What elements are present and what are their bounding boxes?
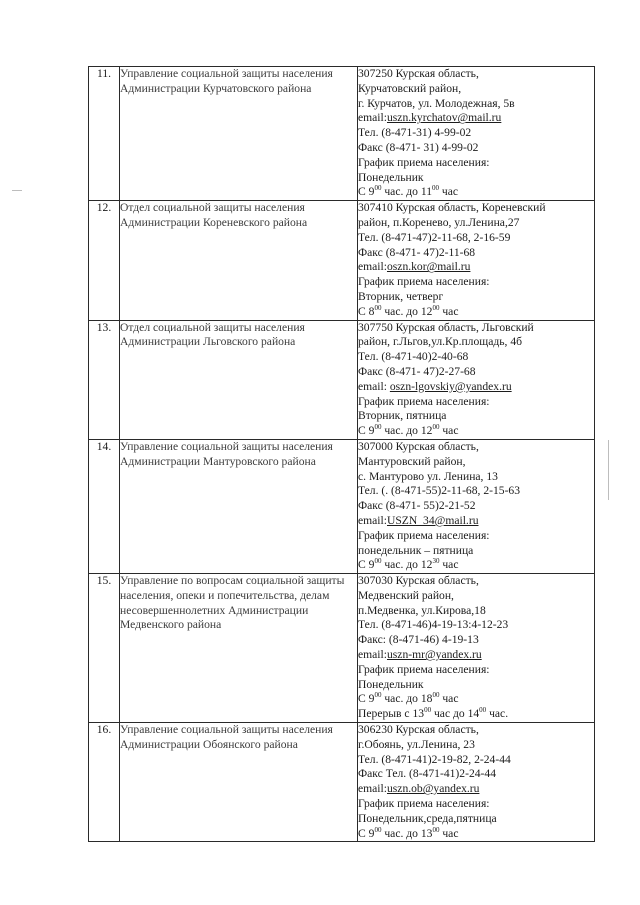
addr-line: Тел. (8-471-41)2-19-82, 2-24-44 xyxy=(358,752,511,766)
office-name: Управление социальной защиты населения Администрации Курчатовского района xyxy=(120,67,333,95)
reception-hours xyxy=(358,424,594,439)
scan-artifact-right xyxy=(608,440,609,500)
addr-line: Факс Тел. (8-471-41)2-24-44 xyxy=(358,767,496,781)
hours-part: 00 xyxy=(432,691,440,700)
office-name-cell xyxy=(120,574,358,723)
email-link[interactable]: uszn.ob@yandex.ru xyxy=(386,782,480,796)
hours-part: 00 xyxy=(374,184,382,193)
hours-part: 00 xyxy=(374,691,382,700)
hours-part: С 9 xyxy=(358,558,375,572)
table-body xyxy=(89,67,595,842)
hours-part: час. до 18 xyxy=(381,692,433,706)
hours-part: час xyxy=(439,424,459,438)
office-name: Отдел социальной защиты населения Администрации Льговского района xyxy=(120,320,305,349)
email-link[interactable]: USZN_34@mail.ru xyxy=(386,513,479,527)
sched-line: Понедельник xyxy=(358,677,424,691)
row-number-text: 12. xyxy=(96,201,112,215)
hours-part: 00 xyxy=(374,303,382,312)
email-line xyxy=(358,380,594,395)
hours-part: С 9 xyxy=(358,826,375,840)
hours-part: час. до 12 xyxy=(381,424,433,438)
reception-hours xyxy=(358,305,594,320)
address-block xyxy=(358,440,594,514)
hours-part: 00 xyxy=(432,423,440,432)
sched-line: График приема населения: xyxy=(358,275,490,289)
contact-info-cell xyxy=(358,574,595,723)
addr-line: Факс: (8-471-46) 4-19-13 xyxy=(358,633,479,647)
address-block xyxy=(358,574,594,648)
break-part: 00 xyxy=(479,706,487,715)
addr-line: Курчатовский район, xyxy=(358,81,462,95)
row-number xyxy=(89,574,120,723)
sched-line: Понедельник,среда,пятница xyxy=(358,811,497,825)
row-number xyxy=(89,723,120,842)
office-name-cell xyxy=(120,320,358,439)
hours-part: 30 xyxy=(432,557,440,566)
office-name-cell xyxy=(120,201,358,320)
schedule-block xyxy=(358,529,594,559)
office-name: Отдел социальной защиты населения Администрации Кореневского района xyxy=(120,201,308,229)
reception-hours xyxy=(358,692,594,707)
contact-info-cell xyxy=(358,201,595,320)
addr-line: Факс (8-471- 47)2-11-68 xyxy=(358,245,476,259)
office-name: Управление по вопросам социальной защиты населения, опеки и попечительства, делам несовершеннолетних Администрации Медвенского района xyxy=(120,574,345,632)
hours-part: час xyxy=(439,304,459,318)
hours-part: 00 xyxy=(432,184,440,193)
email-label: email: xyxy=(358,513,387,527)
schedule-block xyxy=(358,156,594,186)
sched-line: Вторник, пятница xyxy=(358,409,447,423)
table-row xyxy=(89,574,595,723)
addr-line: Тел. (8-471-40)2-40-68 xyxy=(358,350,469,364)
email-line xyxy=(358,514,594,529)
address-block xyxy=(358,201,594,260)
email-line xyxy=(358,260,594,275)
hours-part: час xyxy=(439,692,459,706)
contact-info-cell xyxy=(358,320,595,439)
addr-line: г. Курчатов, ул. Молодежная, 5в xyxy=(358,96,515,110)
email-label: email: xyxy=(358,260,387,274)
address-block xyxy=(358,723,594,782)
reception-hours xyxy=(358,185,594,200)
row-number-text: 14. xyxy=(96,439,112,453)
email-link[interactable]: oszn.kor@mail.ru xyxy=(386,260,471,274)
hours-part: 00 xyxy=(374,557,382,566)
addr-line: Медвенский район, xyxy=(358,588,454,602)
break-part: час до 14 xyxy=(431,707,480,721)
email-line xyxy=(358,648,594,663)
hours-part: час. до 12 xyxy=(381,558,433,572)
office-name: Управление социальной защиты населения Администрации Мантуровского района xyxy=(120,439,333,468)
contact-info-cell xyxy=(358,439,595,573)
social-protection-offices-table xyxy=(88,66,595,842)
addr-line: Факс (8-471- 55)2-21-52 xyxy=(358,499,476,513)
addr-line: Тел. (. (8-471-55)2-11-68, 2-15-63 xyxy=(358,484,521,498)
hours-part: С 9 xyxy=(358,185,375,199)
table-row xyxy=(89,201,595,320)
sched-line: График приема населения: xyxy=(358,155,490,169)
hours-part: час xyxy=(439,826,459,840)
break-part: 00 xyxy=(424,706,432,715)
sched-line: График приема населения: xyxy=(358,394,490,408)
row-number xyxy=(89,201,120,320)
hours-part: С 9 xyxy=(358,424,375,438)
row-number xyxy=(89,67,120,201)
row-number xyxy=(89,439,120,573)
addr-line: район, г.Льгов,ул.Кр.площадь, 4б xyxy=(358,335,523,349)
email-line xyxy=(358,111,594,126)
email-link[interactable]: uszn-mr@yandex.ru xyxy=(386,648,482,662)
hours-part: час. до 13 xyxy=(381,826,433,840)
row-number-text: 13. xyxy=(96,320,112,334)
row-number-text: 11. xyxy=(96,67,112,80)
hours-part: С 9 xyxy=(358,692,375,706)
hours-part: час. до 11 xyxy=(381,185,433,199)
office-name-cell xyxy=(120,67,358,201)
addr-line: с. Мантурово ул. Ленина, 13 xyxy=(358,469,498,483)
schedule-block xyxy=(358,275,594,305)
break-part: час. xyxy=(486,707,509,721)
row-number-text: 15. xyxy=(96,574,112,588)
office-name: Управление социальной защиты населения Администрации Обоянского района xyxy=(120,723,333,751)
sched-line: Вторник, четверг xyxy=(358,289,444,303)
hours-part: 00 xyxy=(432,825,440,834)
phone-line: Тел. (8-471-31) 4-99-02 xyxy=(358,126,472,140)
table-row xyxy=(89,723,595,842)
contact-info-cell xyxy=(358,67,595,201)
addr-line: район, п.Коренево, ул.Ленина,27 xyxy=(358,215,520,229)
addr-line: 307410 Курская область, Кореневский xyxy=(358,201,546,215)
reception-hours xyxy=(358,558,594,573)
email-label: email: xyxy=(358,782,387,796)
addr-line: Тел. (8-471-46)4-19-13:4-12-23 xyxy=(358,618,509,632)
sched-line: График приема населения: xyxy=(358,797,490,811)
table-row xyxy=(89,320,595,439)
addr-line: г.Обоянь, ул.Ленина, 23 xyxy=(358,737,475,751)
addr-line: п.Медвенка, ул.Кирова,18 xyxy=(358,603,486,617)
email-line xyxy=(358,782,594,797)
table-row xyxy=(89,67,595,201)
scan-artifact-left xyxy=(12,190,22,191)
addr-line: 307250 Курская область, xyxy=(358,67,479,80)
addr-line: 307030 Курская область, xyxy=(358,574,479,588)
email-link[interactable]: uszn.kyrchatov@mail.ru xyxy=(386,111,502,125)
row-number xyxy=(89,320,120,439)
table-row xyxy=(89,439,595,573)
email-label: email: xyxy=(358,379,390,393)
hours-part: час. до 12 xyxy=(381,304,433,318)
hours-part: 00 xyxy=(374,423,382,432)
addr-line: 307750 Курская область, Льговский xyxy=(358,320,534,334)
schedule-block xyxy=(358,663,594,693)
office-name-cell xyxy=(120,723,358,842)
addr-line: 307000 Курская область, xyxy=(358,439,479,453)
addr-line: Факс (8-471- 47)2-27-68 xyxy=(358,364,476,378)
office-name-cell xyxy=(120,439,358,573)
hours-part: С 8 xyxy=(358,304,375,318)
hours-part: час xyxy=(439,185,459,199)
address-block xyxy=(358,321,594,380)
schedule-block xyxy=(358,395,594,425)
schedule-block xyxy=(358,797,594,827)
row-number-text: 16. xyxy=(96,723,112,737)
hours-part: час xyxy=(439,558,459,572)
sched-line: График приема населения: xyxy=(358,528,490,542)
sched-line: Понедельник xyxy=(358,170,424,184)
sched-line: понедельник – пятница xyxy=(358,543,474,557)
addr-line: 306230 Курская область, xyxy=(358,723,479,737)
phone-line: Факс (8-471- 31) 4-99-02 xyxy=(358,140,479,154)
break-part: Перерыв с 13 xyxy=(358,707,425,721)
addr-line: Мантуровский район, xyxy=(358,454,466,468)
phone-block xyxy=(358,126,594,156)
email-label: email: xyxy=(358,111,387,125)
email-label: email: xyxy=(358,648,387,662)
email-link[interactable]: oszn-lgovskiy@yandex.ru xyxy=(389,379,512,393)
address-block xyxy=(358,67,594,111)
addr-line: Тел. (8-471-47)2-11-68, 2-16-59 xyxy=(358,230,511,244)
lunch-break xyxy=(358,707,594,722)
sched-line: График приема населения: xyxy=(358,662,490,676)
hours-part: 00 xyxy=(374,825,382,834)
reception-hours xyxy=(358,827,594,842)
contact-info-cell xyxy=(358,723,595,842)
hours-part: 00 xyxy=(432,303,440,312)
